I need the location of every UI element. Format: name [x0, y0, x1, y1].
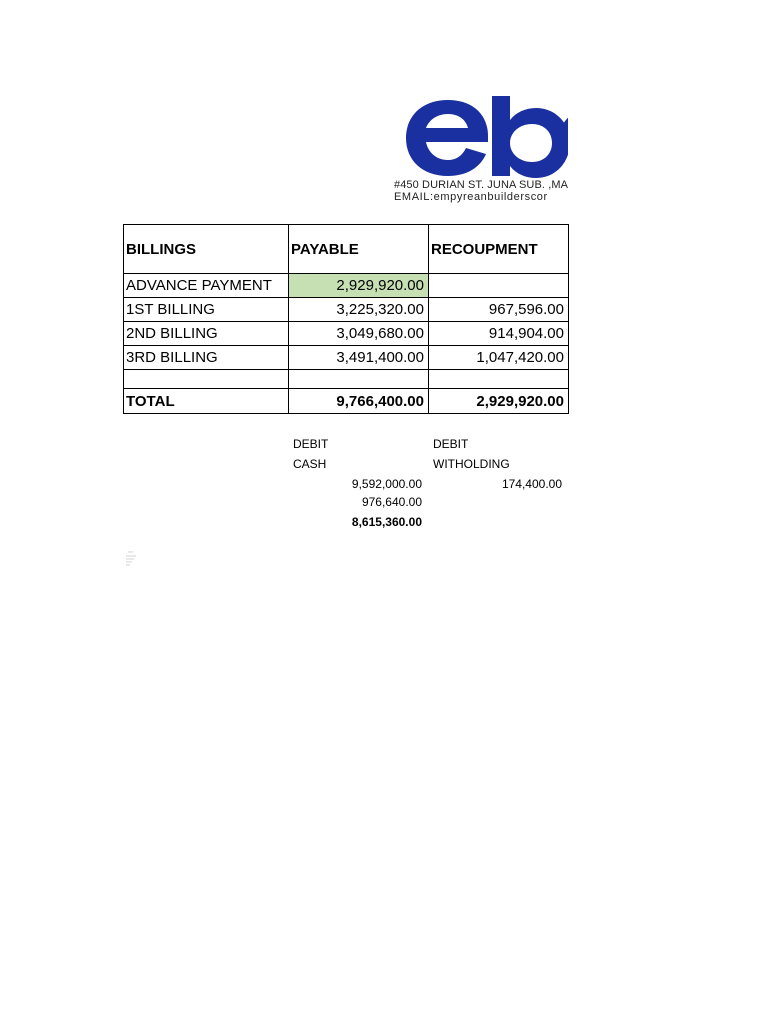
row-recoupment: 1,047,420.00	[429, 346, 569, 370]
total-recoupment: 2,929,920.00	[429, 389, 569, 414]
debit-cash-amount: 9,592,000.00	[351, 477, 422, 491]
company-address: #450 DURIAN ST. JUNA SUB. ,MA	[394, 179, 568, 191]
table-row	[124, 346, 569, 370]
row-payable: 2,929,920.00	[289, 274, 429, 298]
billing-table	[123, 224, 569, 414]
empty-cell	[124, 370, 289, 389]
table-total-row	[124, 389, 569, 414]
header-billings: BILLINGS	[124, 225, 289, 274]
stray-mark-icon	[124, 550, 138, 568]
row-label: 3RD BILLING	[124, 346, 289, 370]
row-recoupment: 914,904.00	[429, 322, 569, 346]
debit-witholding-amount: 174,400.00	[501, 477, 562, 491]
table-row	[124, 274, 569, 298]
total-payable: 9,766,400.00	[289, 389, 429, 414]
table-row	[124, 298, 569, 322]
total-label: TOTAL	[124, 389, 289, 414]
table-header-row	[124, 225, 569, 274]
debit-witholding-subheading: WITHOLDING	[433, 457, 510, 471]
ebc-logo-mark	[402, 96, 568, 178]
empty-cell	[429, 370, 569, 389]
debit-cash-subheading: CASH	[293, 457, 327, 471]
table-row	[124, 322, 569, 346]
company-logo	[392, 96, 568, 208]
row-recoupment	[429, 274, 569, 298]
debit-witholding-heading: DEBIT	[433, 437, 469, 451]
row-payable: 3,225,320.00	[289, 298, 429, 322]
header-recoupment: RECOUPMENT	[429, 225, 569, 274]
header-payable: PAYABLE	[289, 225, 429, 274]
row-label: ADVANCE PAYMENT	[124, 274, 289, 298]
debit-cash-net: 8,615,360.00	[351, 515, 422, 529]
row-payable: 3,491,400.00	[289, 346, 429, 370]
logo-letter-e	[406, 100, 488, 176]
company-email: EMAIL:empyreanbuilderscor	[394, 191, 548, 203]
debit-cash-less: 976,640.00	[361, 495, 422, 509]
logo-letter-b	[492, 96, 568, 178]
row-label: 1ST BILLING	[124, 298, 289, 322]
row-payable: 3,049,680.00	[289, 322, 429, 346]
row-recoupment: 967,596.00	[429, 298, 569, 322]
row-label: 2ND BILLING	[124, 322, 289, 346]
empty-cell	[289, 370, 429, 389]
table-empty-row	[124, 370, 569, 389]
debit-cash-heading: DEBIT	[293, 437, 329, 451]
